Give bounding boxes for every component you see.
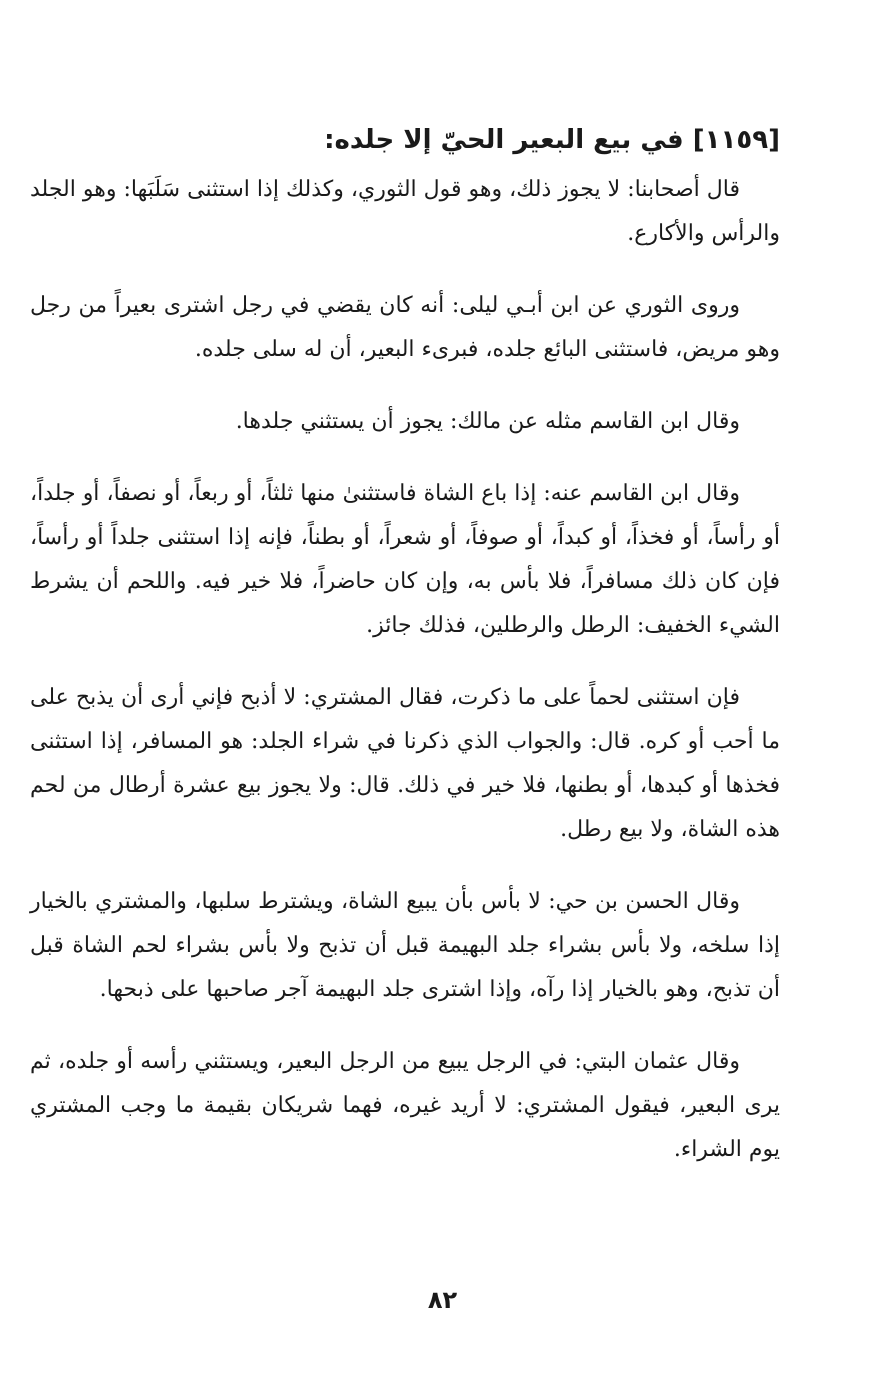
section-heading: [١١٥٩] في بيع البعير الحيّ إلا جلده: [324,125,780,155]
paragraph-4: وقال ابن القاسم عنه: إذا باع الشاة فاستثنىٰ منها ثلثاً، أو ربعاً، أو نصفاً، أو جلداً، أو رأساً، أو فخذاً، أو كبداً، أو صوفاً، أو شعراً، أو بطناً، فإنه إذا استثنى جلداً أو رأساً، فإن كان ذلك مسافراً، فلا بأس به، وإن كان حاضراً، فلا خير فيه. واللحم أن يشرط الشيء الخفيف: الرطل والرطلين، فذلك جائز. [30,481,780,638]
paragraph-5: فإن استثنى لحماً على ما ذكرت، فقال المشتري: لا أذبح فإني أرى أن يذبح على ما أحب أو كره. قال: والجواب الذي ذكرنا في شراء الجلد: هو المسافر، إذا استثنى فخذها أو كبدها، أو بطنها، فلا خير في ذلك. قال: ولا يجوز بيع عشرة أرطال من لحم هذه الشاة، ولا بيع رطل. [30,685,780,842]
paragraph-6: وقال الحسن بن حي: لا بأس بأن يبيع الشاة، ويشترط سلبها، والمشتري بالخيار إذا سلخه، ولا بأس بشراء جلد البهيمة قبل أن تذبح ولا بأس بشراء لحم الشاة قبل أن تذبح، وهو بالخيار إذا رآه، وإذا اشترى جلد البهيمة آجر صاحبها على ذبحها. [30,889,780,1002]
paragraph-7: وقال عثمان البتي: في الرجل يبيع من الرجل البعير، ويستثني رأسه أو جلده، ثم يرى البعير، فيقول المشتري: لا أريد غيره، فهما شريكان بقيمة ما وجب المشتري يوم الشراء. [30,1049,780,1162]
page-content [30,120,780,1200]
paragraph-2: وروى الثوري عن ابن أبـي ليلى: أنه كان يقضي في رجل اشترى بعيراً من رجل وهو مريض، فاستثنى البائع جلده، فبرىء البعير، أن له سلى جلده. [30,293,780,362]
paragraph-1: قال أصحابنا: لا يجوز ذلك، وهو قول الثوري، وكذلك إذا استثنى سَلَبَها: وهو الجلد والرأس والأكارع. [30,177,780,246]
page-number: ٨٢ [427,1286,458,1314]
paragraph-3: وقال ابن القاسم مثله عن مالك: يجوز أن يستثني جلدها. [235,409,740,434]
